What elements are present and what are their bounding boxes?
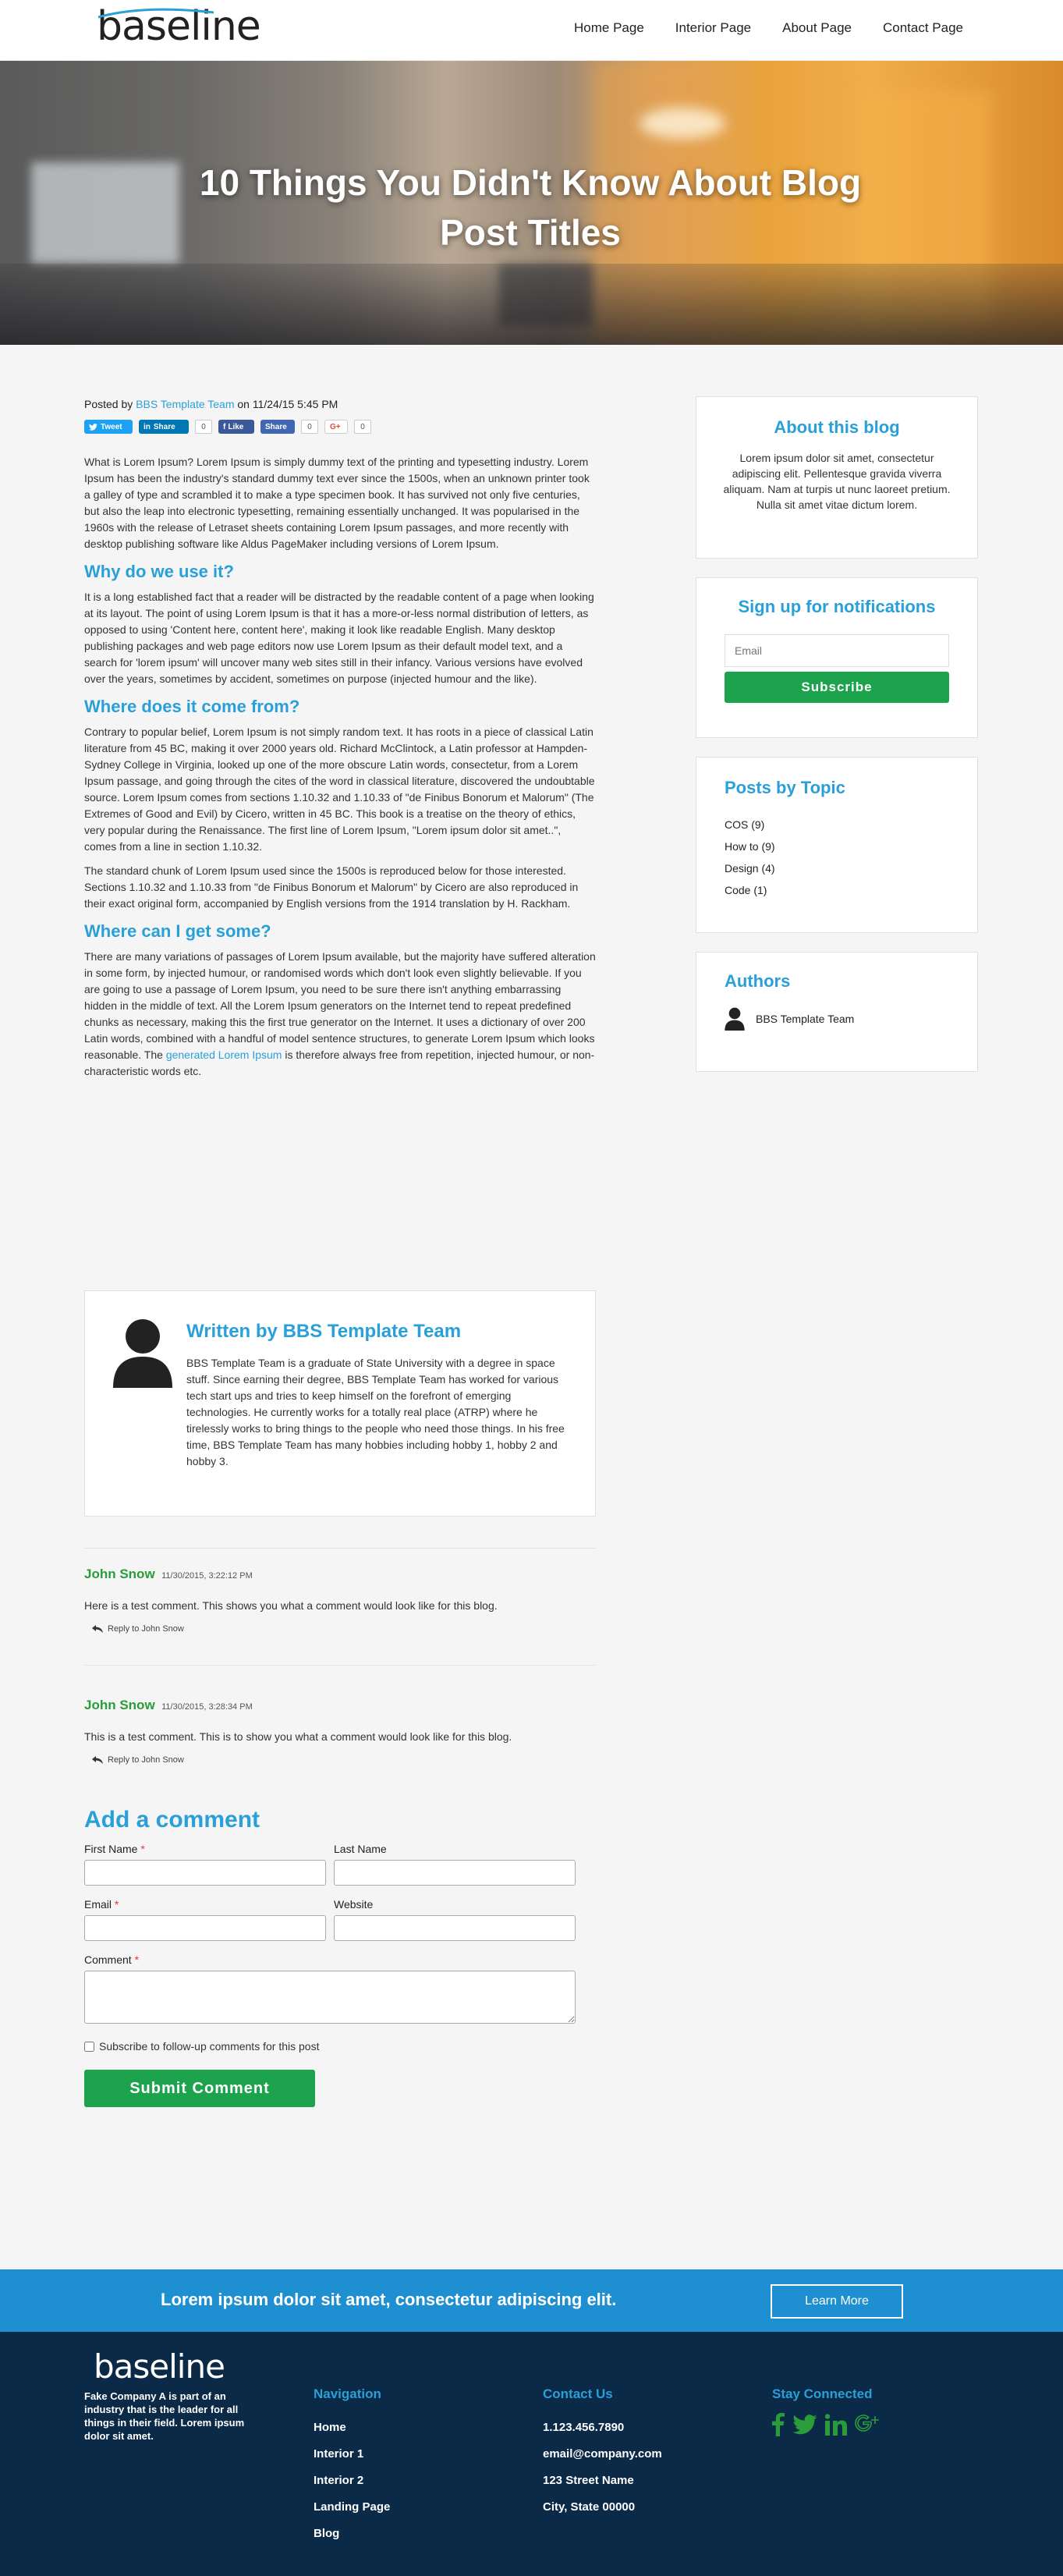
post-subheading: Where can I get some? (84, 921, 271, 941)
sidebar (696, 396, 978, 1091)
nav-about-page[interactable]: About Page (782, 20, 852, 35)
footer-nav-link[interactable]: Home (314, 2421, 346, 2434)
reply-icon (92, 1625, 103, 1633)
topic-link[interactable]: COS (9) (725, 818, 765, 831)
hero-banner (0, 61, 1063, 345)
post-meta (84, 398, 596, 410)
posted-by-label: Posted by (84, 398, 133, 410)
comment-text: This is a test comment. This is to show you what a comment would look like for this blog. (84, 1730, 512, 1743)
email-field-group (84, 1898, 326, 1941)
facebook-count: 0 (301, 420, 318, 434)
subscribe-label: Subscribe to follow-up comments for this post (99, 2040, 320, 2053)
post-paragraph: The standard chunk of Lorem Ipsum used since the 1500s is reproduced below for those interested. Sections 1.10.32 and 1.10.33 from "de Finibus Bonorum et Malorum" by Cicero are also reproduced in their exact original form, accompanied by English versions from the 1914 translation by H. Rackham. (84, 864, 579, 910)
footer-about-text: Fake Company A is part of an industry that is the leader for all things in their field. Lorem ipsum dolor sit amet. (84, 2390, 245, 2442)
footer-logo[interactable]: baseline (94, 2347, 225, 2386)
facebook-icon: f (223, 422, 226, 431)
comment-form-fields (84, 1843, 596, 1953)
nav-contact-page[interactable]: Contact Page (882, 20, 963, 35)
last-name-field-group (334, 1843, 576, 1886)
logo-text: baseline (97, 3, 260, 50)
footer-nav-link[interactable]: Interior 1 (314, 2447, 364, 2461)
signup-email-input[interactable] (725, 634, 949, 667)
post-text: is therefore always free from repetition, injected humour, or non-characteristic words etc. (84, 1048, 595, 1077)
topic-link[interactable]: Code (1) (725, 884, 767, 896)
posts-by-topic-card (696, 757, 978, 933)
comments-divider (84, 1548, 596, 1549)
comment-field-group (84, 1953, 596, 2028)
twitter-icon (89, 424, 97, 431)
author-list-item[interactable] (725, 1007, 949, 1031)
main-nav (574, 20, 963, 36)
facebook-icon[interactable] (772, 2413, 785, 2440)
hero-bg-shape (31, 162, 179, 264)
tweet-label: Tweet (101, 422, 122, 431)
comment-author: John Snow (84, 1567, 155, 1581)
main-content (0, 345, 1063, 2269)
about-blog-title: About this blog (774, 417, 900, 437)
facebook-share-button[interactable]: Share (260, 420, 295, 434)
nav-interior-page[interactable]: Interior Page (675, 20, 752, 35)
subscribe-button[interactable]: Subscribe (725, 672, 949, 703)
reply-label: Reply to John Snow (108, 1624, 184, 1634)
post-paragraph: It is a long established fact that a reader will be distracted by the readable content of a page when looking at its layout. The point of using Lorem Ipsum is that it has a more-or-less normal distribution of letters, as opposed to using 'Content here, content here', making it look like readable English. Many desktop publishing packages and web page editors now use Lorem Ipsum as their default model text, and a search for 'lorem ipsum' will uncover many web sites still in their infancy. Various versions have evolved over the years, sometimes by accident, sometimes on purpose (injected humour and the like). (84, 591, 594, 685)
site-header (0, 0, 1063, 61)
twitter-icon[interactable] (792, 2415, 817, 2439)
footer-navigation (314, 2386, 390, 2547)
submit-comment-button[interactable]: Submit Comment (84, 2070, 315, 2107)
email-input[interactable] (84, 1915, 326, 1941)
author-name: BBS Template Team (756, 1013, 855, 1025)
footer-social-title: Stay Connected (772, 2386, 873, 2401)
footer-street: 123 Street Name (543, 2474, 634, 2487)
footer-nav-link[interactable]: Blog (314, 2527, 340, 2540)
linkedin-share-button[interactable] (139, 420, 189, 434)
reply-label: Reply to John Snow (108, 1755, 184, 1765)
comment-form (84, 1807, 596, 2107)
comment-divider (84, 1665, 596, 1666)
share-buttons (84, 420, 596, 434)
linkedin-icon: in (144, 422, 151, 431)
google-plus-icon[interactable] (855, 2413, 881, 2440)
footer-nav-link[interactable]: Interior 2 (314, 2474, 364, 2487)
reply-link[interactable] (92, 1755, 596, 1765)
google-plus-count: 0 (354, 420, 371, 434)
author-box-bio: BBS Template Team is a graduate of State University with a degree in space stuff. Since earning their degree, BBS Template Team has worked for various tech start ups and tries to keep himself on the forefront of emerging technologies. He currently works for a totally real place (ATRP) where he tirelessly works to bring things to the people who need those things. In his free time, BBS Template Team has many hobbies including hobby 1, hobby 2 and hobby 3. (186, 1357, 565, 1467)
tweet-button[interactable] (84, 420, 133, 434)
post-body (84, 454, 596, 1080)
subscribe-checkbox[interactable] (84, 2042, 94, 2052)
author-bio-box (84, 1290, 596, 1517)
footer-contact (543, 2386, 662, 2521)
post-text: There are many variations of passages of Lorem Ipsum available, but the majority have suffered alteration in some form, by injected humour, or randomised words which don't look even slightly believable. If you are going to use a passage of Lorem Ipsum, you need to be sure there isn't anything embarrassing hidden in the middle of text. All the Lorem Ipsum generators on the Internet tend to repeat predefined chunks as necessary, making this the first true generator on the Internet. It uses a dictionary of over 200 Latin words, combined with a handful of model sentence structures, to generate Lorem Ipsum which looks reasonable. The (84, 950, 596, 1061)
google-plus-button[interactable]: G+ (324, 420, 348, 434)
facebook-like-label: Like (228, 422, 244, 431)
post-paragraph: What is Lorem Ipsum? Lorem Ipsum is simply dummy text of the printing and typesetting industry. Lorem Ipsum has been the industry's standard dummy text ever since the 1500s, when an unknown printer took a galley of type and scrambled it to make a type specimen book. It has survived not only five centuries, but also the leap into electronic typesetting, remaining essentially unchanged. It was popularised in the 1960s with the release of Letraset sheets containing Lorem Ipsum passages, and more recently with desktop publishing software like Aldus PageMaker including versions of Lorem Ipsum. (84, 456, 590, 550)
posts-by-topic-title: Posts by Topic (725, 778, 845, 797)
linkedin-count: 0 (195, 420, 212, 434)
linkedin-share-label: Share (153, 422, 175, 431)
hero-bg-shape (640, 108, 725, 139)
comment-text: Here is a test comment. This shows you what a comment would look like for this blog. (84, 1599, 498, 1612)
post-title: 10 Things You Didn't Know About Blog Post Titles (199, 162, 862, 253)
post-date: on 11/24/15 5:45 PM (237, 398, 338, 410)
hero-bg-shape (0, 264, 1063, 345)
website-field-group (334, 1898, 576, 1941)
authors-card (696, 952, 978, 1072)
topic-list (725, 814, 949, 901)
first-name-field-group (84, 1843, 326, 1886)
comment-date: 11/30/2015, 3:28:34 PM (161, 1702, 253, 1712)
user-avatar-icon (725, 1007, 745, 1031)
last-name-input[interactable] (334, 1860, 576, 1886)
footer-contact-title: Contact Us (543, 2386, 613, 2401)
website-label: Website (334, 1898, 374, 1911)
learn-more-button[interactable]: Learn More (771, 2284, 903, 2319)
footer-nav-title: Navigation (314, 2386, 381, 2401)
last-name-label: Last Name (334, 1843, 387, 1855)
topic-link[interactable]: Design (4) (725, 862, 775, 875)
facebook-like-button[interactable] (218, 420, 254, 434)
author-box-title: Written by BBS Template Team (186, 1321, 462, 1342)
authors-title: Authors (725, 971, 791, 991)
comment-textarea[interactable] (84, 1971, 576, 2024)
post-paragraph: Contrary to popular belief, Lorem Ipsum is not simply random text. It has roots in a piece of classical Latin literature from 45 BC, making it over 2000 years old. Richard McClintock, a Latin professor at Hampden-Sydney College in Virginia, looked up one of the more obscure Latin words, consectetur, from a Lorem Ipsum passage, and going through the cites of the word in classical literature, discovered the undoubtable source. Lorem Ipsum comes from sections 1.10.32 and 1.10.33 of "de Finibus Bonorum et Malorum" (The Extremes of Good and Evil) by Cicero, written in 45 BC. This book is a treatise on the theory of ethics, very popular during the Renaissance. The first line of Lorem Ipsum, "Lorem ipsum dolor sit amet..", comes from a line in section 1.10.32. (84, 726, 595, 853)
subscribe-option (84, 2040, 596, 2053)
footer-social (772, 2386, 881, 2440)
blog-post (84, 376, 596, 2097)
footer-phone: 1.123.456.7890 (543, 2421, 625, 2434)
reply-link[interactable] (92, 1624, 596, 1634)
site-logo[interactable] (97, 3, 284, 50)
about-blog-text: Lorem ipsum dolor sit amet, consectetur adipiscing elit. Pellentesque gravida viverra aliquam. Nam at turpis ut nunc laoreet pretium. Nulla sit amet vitae dictum lorem. (723, 452, 951, 511)
social-icons (772, 2413, 881, 2440)
signup-title: Sign up for notifications (738, 597, 936, 616)
signup-card (696, 577, 978, 738)
post-paragraph (84, 949, 596, 1080)
user-avatar-icon (113, 1318, 172, 1388)
post-subheading: Where does it come from? (84, 697, 300, 716)
site-footer (0, 2332, 1063, 2576)
comment-label: Comment * (84, 1953, 140, 1966)
linkedin-icon[interactable] (825, 2414, 847, 2439)
website-input[interactable] (334, 1915, 576, 1941)
cta-banner (0, 2269, 1063, 2332)
first-name-input[interactable] (84, 1860, 326, 1886)
comment (84, 1567, 596, 1634)
generated-lorem-ipsum-link[interactable]: generated Lorem Ipsum (165, 1048, 282, 1061)
logo-swoosh-icon (97, 8, 284, 19)
email-label: Email * (84, 1898, 119, 1911)
footer-city-state: City, State 00000 (543, 2500, 636, 2514)
footer-nav-link[interactable]: Landing Page (314, 2500, 391, 2514)
add-comment-title: Add a comment (84, 1807, 260, 1833)
nav-home-page[interactable]: Home Page (574, 20, 644, 35)
cta-text: Lorem ipsum dolor sit amet, consectetur adipiscing elit. (161, 2290, 617, 2309)
footer-email-link[interactable]: email@company.com (543, 2447, 662, 2461)
comment-author: John Snow (84, 1698, 155, 1712)
comment-date: 11/30/2015, 3:22:12 PM (161, 1571, 253, 1581)
post-subheading: Why do we use it? (84, 562, 234, 581)
about-blog-card (696, 396, 978, 559)
post-author-link[interactable]: BBS Template Team (136, 398, 235, 410)
comment (84, 1698, 596, 1765)
topic-link[interactable]: How to (9) (725, 840, 775, 853)
first-name-label: First Name * (84, 1843, 145, 1855)
reply-icon (92, 1756, 103, 1764)
